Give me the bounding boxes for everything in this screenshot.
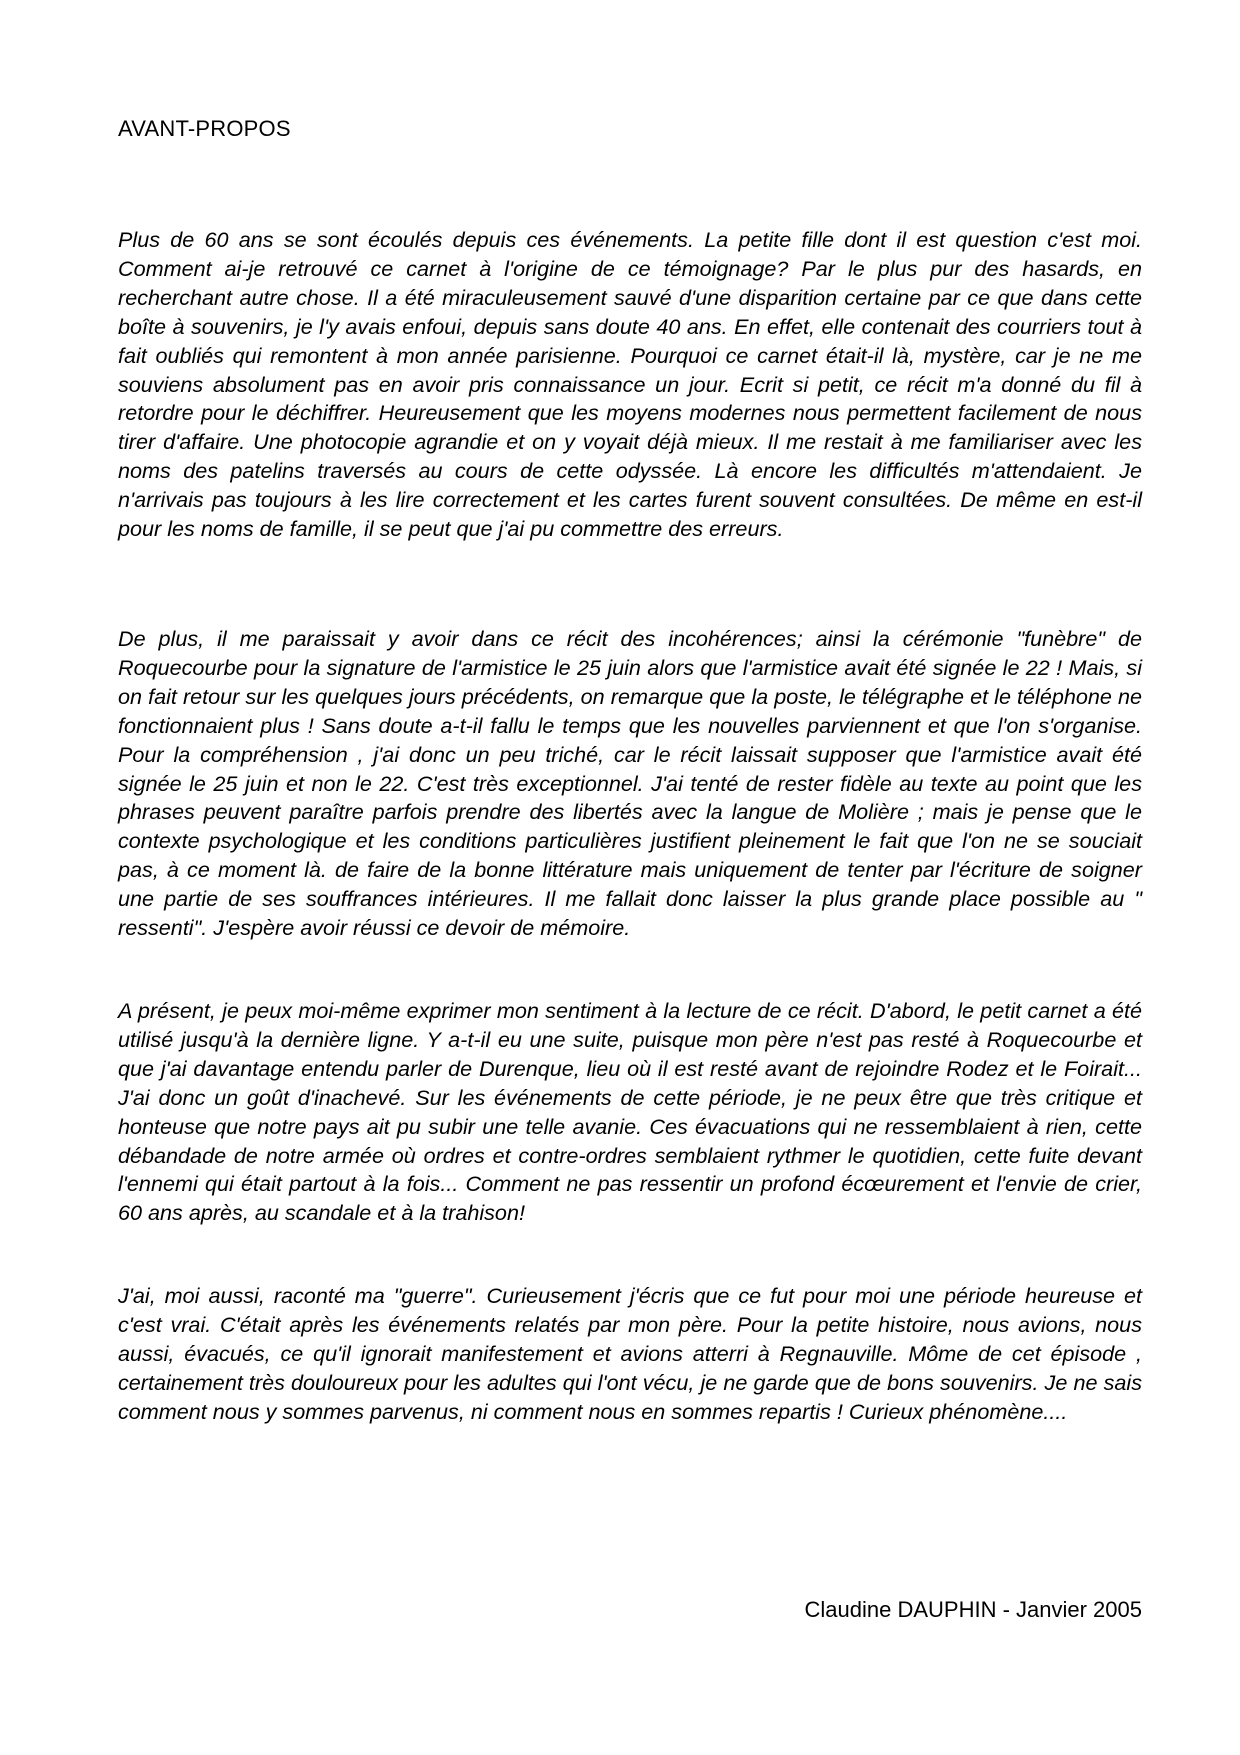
paragraph-4: J'ai, moi aussi, raconté ma "guerre". Curieusement j'écris que ce fut pour moi une période heureuse et c'est vrai. C'était après les événements relatés par mon père. Pour la petite histoire, nous avions, nous aussi, évacués, ce qu'il ignorait manifestement et avions atterri à Regnauville. Môme de cet épisode , certainement très douloureux pour les adultes qui l'ont vécu, je ne garde que de bons souvenirs. Je ne sais comment nous y sommes parvenus, ni comment nous en sommes repartis ! Curieux phénomène.... [118,1283,1142,1424]
paragraph-1: Plus de 60 ans se sont écoulés depuis ces événements. La petite fille dont il est question c'est moi. Comment ai-je retrouvé ce carnet à l'origine de ce témoignage? Par le plus pur des hasards, en recherchant autre chose. Il a été miraculeusement sauvé d'une disparition certaine par ce que dans cette boîte à souvenirs, je l'y avais enfoui, depuis sans doute 40 ans. En effet, elle contenait des courriers tout à fait oubliés qui remontent à mon année parisienne. Pourquoi ce carnet était-il là, mystère, car je ne me souviens absolument pas en avoir pris connaissance un jour. Ecrit si petit, ce récit m'a donné du fil à retordre pour le déchiffrer. Heureusement que les moyens modernes nous permettent facilement de nous tirer d'affaire. Une photocopie agrandie et on y voyait déjà mieux. Il me restait à me familiariser avec les noms des patelins traversés au cours de cette odyssée. Là encore les difficultés m'attendaient. Je n'arrivais pas toujours à les lire correctement et les cartes furent souvent consultées. De même en est-il pour les noms de famille, il se peut que j'ai pu commettre des erreurs. [118,227,1142,542]
page-title: AVANT-PROPOS [118,116,291,141]
paragraph-2: De plus, il me paraissait y avoir dans ce récit des incohérences; ainsi la cérémonie "funèbre" de Roquecourbe pour la signature de l'armistice le 25 juin alors que l'armistice avait été signée le 22 ! Mais, si on fait retour sur les quelques jours précédents, on remarque que la poste, le télégraphe et le téléphone ne fonctionnaient plus ! Sans doute a-t-il fallu le temps que les nouvelles parviennent et que l'on s'organise. Pour la compréhension , j'ai donc un peu triché, car le récit laissait supposer que l'armistice avait été signée le 25 juin et non le 22. C'est très exceptionnel. J'ai tenté de rester fidèle au texte au point que les phrases peuvent paraître parfois prendre des libertés avec la langue de Molière ; mais je pense que le contexte psychologique et les conditions particulières justifient pleinement le fait que l'on ne se souciait pas, à ce moment là. de faire de la bonne littérature mais uniquement de tenter par l'écriture de soigner une partie de ses souffrances intérieures. Il me fallait donc laisser la plus grande place possible au " ressenti". J'espère avoir réussi ce devoir de mémoire. [118,626,1142,941]
paragraph-3: A présent, je peux moi-même exprimer mon sentiment à la lecture de ce récit. D'abord, le petit carnet a été utilisé jusqu'à la dernière ligne. Y a-t-il eu une suite, puisque mon père n'est pas resté à Roquecourbe et que j'ai davantage entendu parler de Durenque, lieu où il est resté avant de rejoindre Rodez et le Foirait... J'ai donc un goût d'inachevé. Sur les événements de cette période, je ne peux être que très critique et honteuse que notre pays ait pu subir une telle avanie. Ces évacuations qui ne ressemblaient à rien, cette débandade de notre armée où ordres et contre-ordres semblaient rythmer le quotidien, cette fuite devant l'ennemi qui était partout à la fois... Comment ne pas ressentir un profond écœurement et l'envie de crier, 60 ans après, au scandale et à la trahison! [118,998,1142,1226]
signature: Claudine DAUPHIN - Janvier 2005 [804,1597,1142,1622]
